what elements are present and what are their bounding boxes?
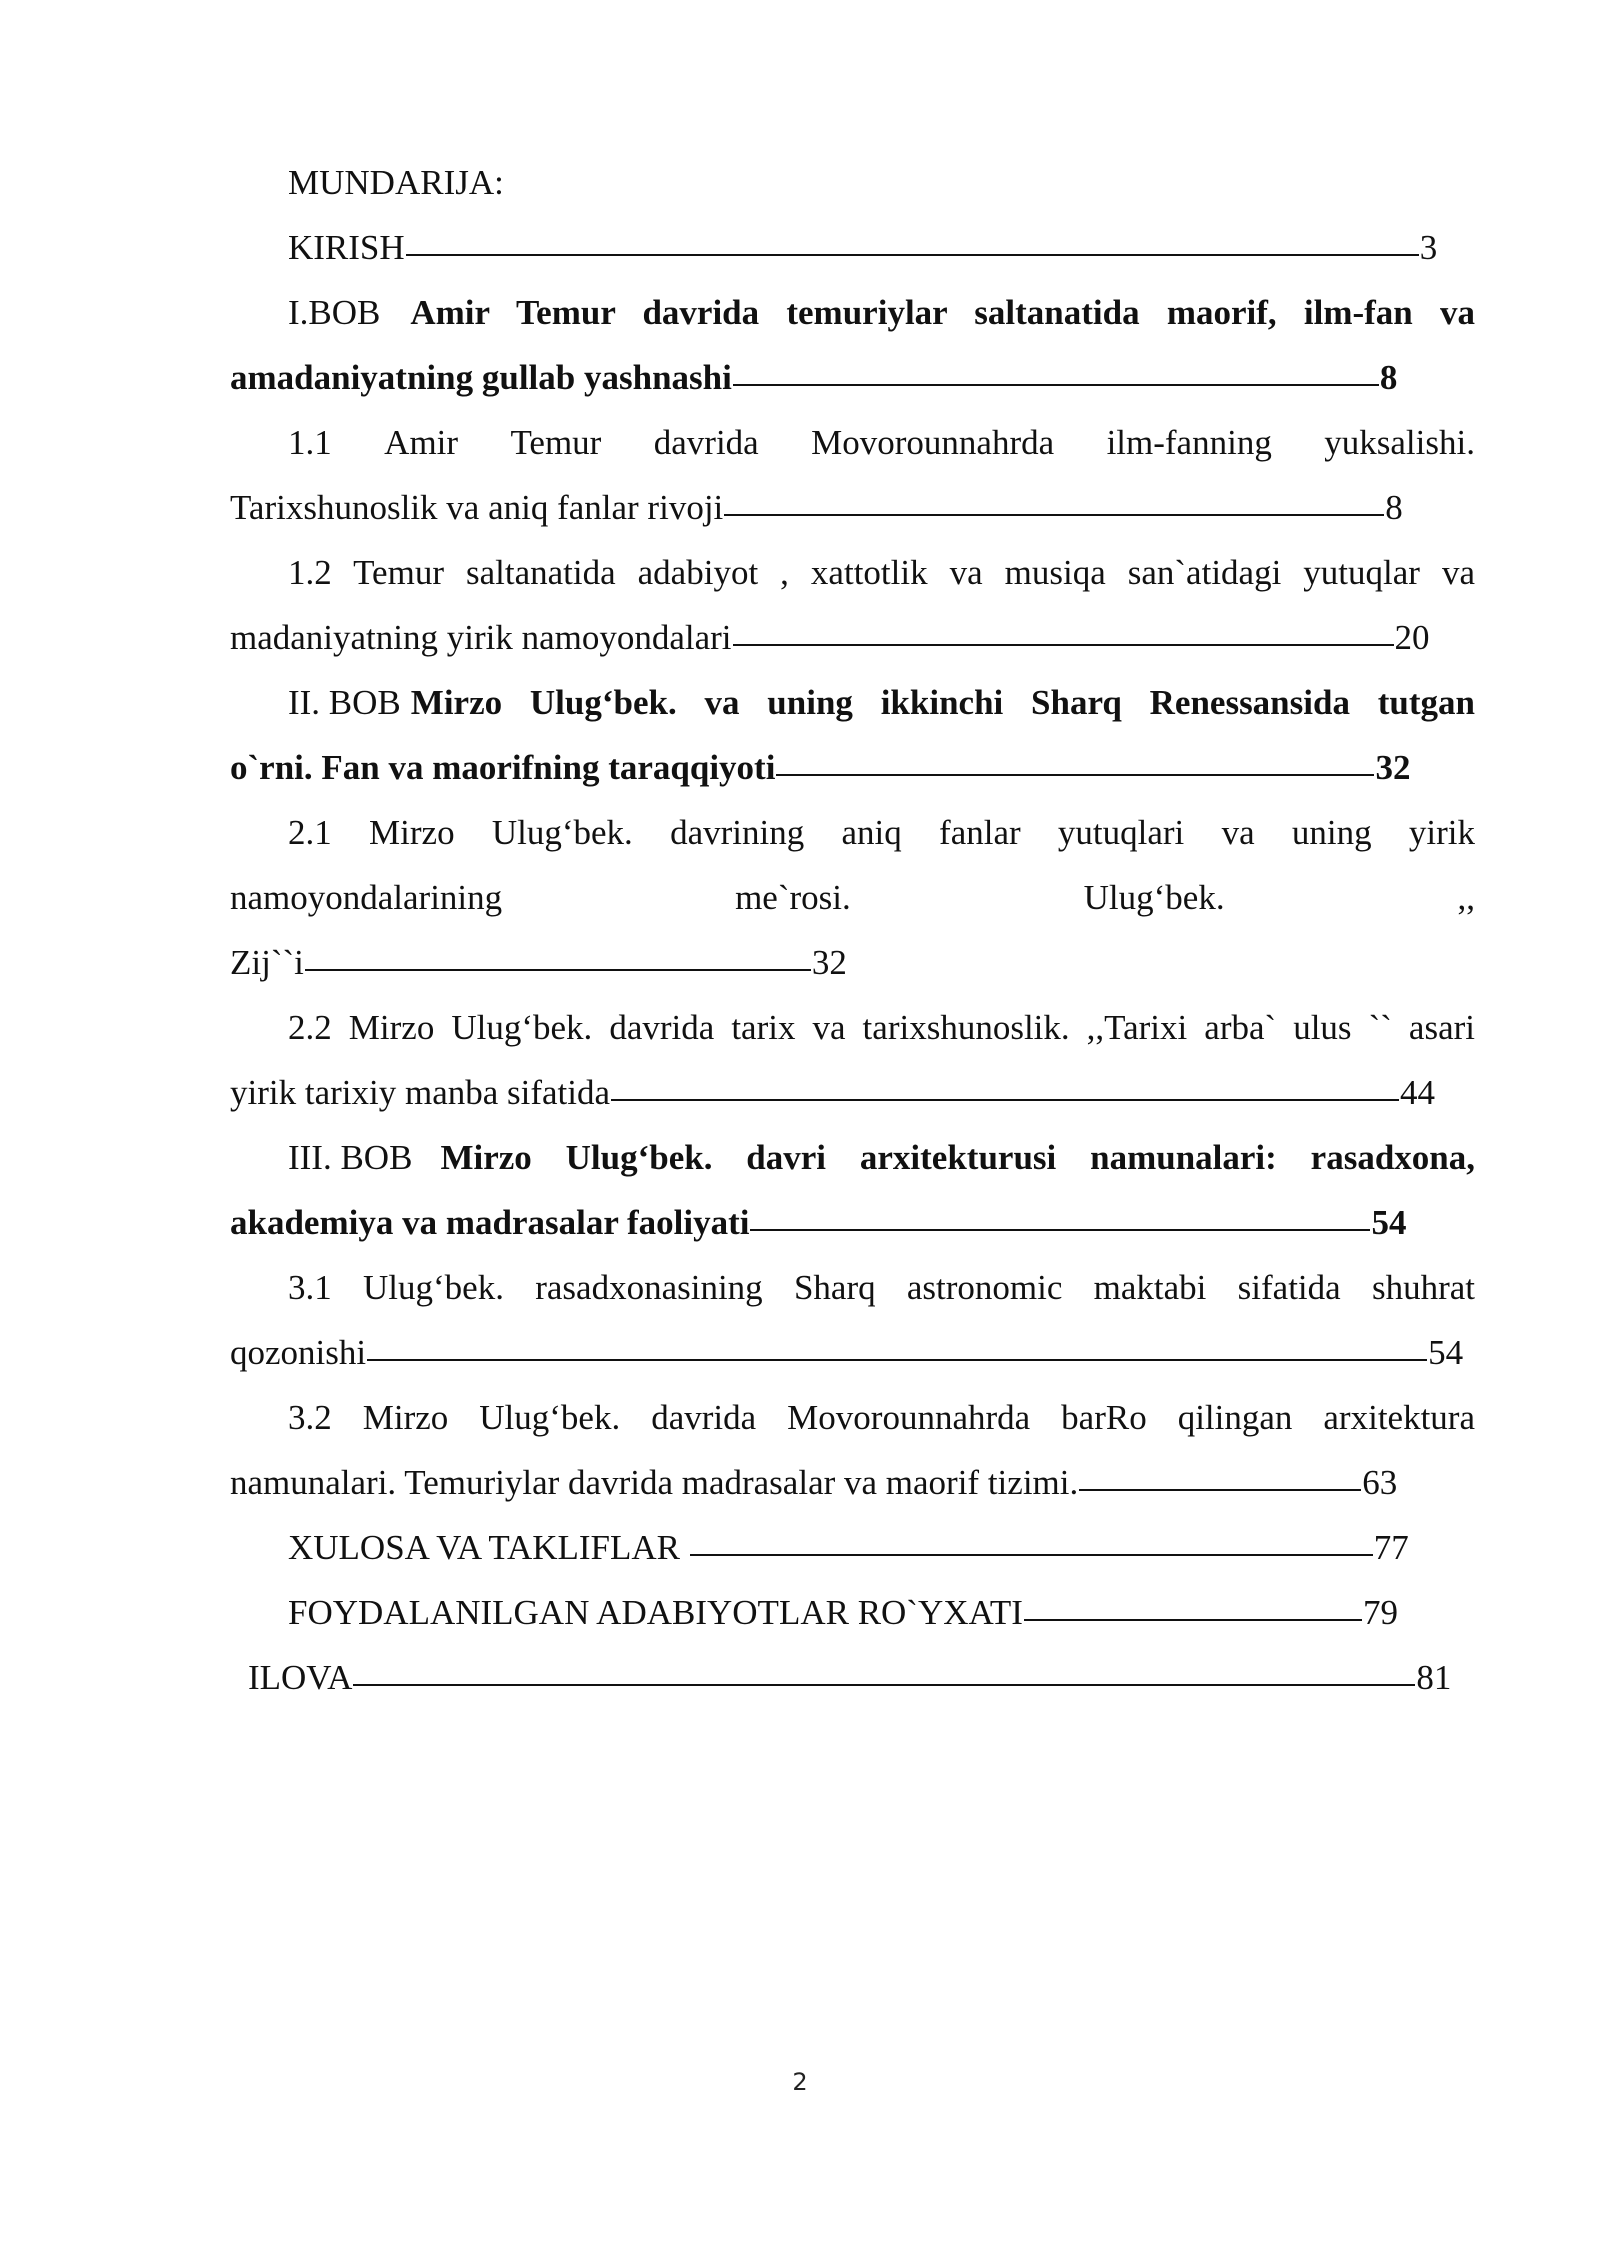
leader-line xyxy=(367,1358,1427,1361)
section-title: 2.2 Mirzo Ulug‘bek. davrida tarix va tarixshunoslik. ,,Tarixi arba` ulus `` asari xyxy=(288,1008,1475,1047)
section-title-cont: madaniyatning yirik namoyondalari xyxy=(230,618,732,657)
toc-entry-2-2-line1 xyxy=(230,995,1475,1060)
chapter-title-cont: amadaniyatning gullab yashnashi xyxy=(230,358,732,397)
leader-line xyxy=(1024,1618,1362,1621)
section-title: 3.1 Ulug‘bek. rasadxonasining Sharq astronomic maktabi sifatida shuhrat xyxy=(288,1268,1475,1307)
toc-entry-kirish xyxy=(230,215,1475,280)
word: Temur xyxy=(510,423,602,462)
toc-entry-xulosa xyxy=(230,1515,1475,1580)
leader-line xyxy=(776,773,1374,776)
leader-line xyxy=(406,253,1419,256)
word: Ulug‘bek. xyxy=(1083,878,1225,917)
chapter-title-cont: akademiya va madrasalar faoliyati xyxy=(230,1203,750,1242)
entry-page: 54 xyxy=(1428,1333,1464,1372)
toc-entry-bob2-line1 xyxy=(230,670,1475,735)
leader-line xyxy=(733,383,1379,386)
section-title-cont: namunalari. Temuriylar davrida madrasalar va maorif tizimi. xyxy=(230,1463,1079,1502)
leader-line xyxy=(733,643,1394,646)
word: namoyondalarining xyxy=(230,878,503,917)
entry-page: 81 xyxy=(1416,1658,1452,1697)
leader-line xyxy=(1079,1488,1361,1491)
chapter-title: Mirzo Ulug‘bek. va uning ikkinchi Sharq Renessansida tutgan xyxy=(410,683,1475,722)
entry-page: 3 xyxy=(1419,228,1438,267)
entry-page: 8 xyxy=(1379,358,1398,397)
section-title: 1.2 Temur saltanatida adabiyot , xattotlik va musiqa san`atidagi yutuqlar va xyxy=(288,553,1475,592)
table-of-contents xyxy=(230,150,1475,1710)
toc-entry-2-2-line2 xyxy=(230,1060,1475,1125)
toc-entry-bob3-line2 xyxy=(230,1190,1475,1255)
word: ilm-fanning xyxy=(1106,423,1272,462)
section-title: 2.1 Mirzo Ulug‘bek. davrining aniq fanlar yutuqlari va uning yirik xyxy=(288,813,1475,852)
section-title-cont: qozonishi xyxy=(230,1333,367,1372)
word: Amir xyxy=(384,423,459,462)
toc-entry-1-1-line1 xyxy=(230,410,1475,475)
toc-entry-2-1-line1 xyxy=(230,800,1475,865)
entry-page: 77 xyxy=(1373,1528,1409,1567)
word: yuksalishi. xyxy=(1324,423,1475,462)
section-title-cont: Tarixshunoslik va aniq fanlar rivoji xyxy=(230,488,724,527)
leader-line xyxy=(353,1683,1415,1686)
entry-page: 32 xyxy=(1375,748,1411,787)
leader-line xyxy=(690,1553,1373,1556)
toc-entry-1-1-line2 xyxy=(230,475,1475,540)
entry-title: XULOSA VA TAKLIFLAR xyxy=(288,1528,689,1567)
leader-line xyxy=(305,968,811,971)
word: Movorounnahrda xyxy=(811,423,1055,462)
toc-entry-3-2-line1 xyxy=(230,1385,1475,1450)
chapter-prefix: I.BOB xyxy=(288,293,381,332)
toc-entry-3-1-line1 xyxy=(230,1255,1475,1320)
page-number: 2 xyxy=(792,2068,808,2096)
entry-page: 20 xyxy=(1394,618,1430,657)
toc-entry-1-2-line1 xyxy=(230,540,1475,605)
entry-page: 32 xyxy=(811,943,847,982)
toc-entry-2-1-line2 xyxy=(230,865,1475,930)
chapter-title-cont: o`rni. Fan va maorifning taraqqiyoti xyxy=(230,748,776,787)
entry-page: 54 xyxy=(1371,1203,1407,1242)
entry-page: 44 xyxy=(1400,1073,1436,1112)
chapter-prefix: III. BOB xyxy=(288,1138,413,1177)
entry-page: 63 xyxy=(1362,1463,1398,1502)
chapter-prefix: II. BOB xyxy=(288,683,401,722)
leader-line xyxy=(724,513,1384,516)
toc-entry-bob1-line1 xyxy=(230,280,1475,345)
section-title-cont: yirik tarixiy manba sifatida xyxy=(230,1073,611,1112)
toc-entry-3-1-line2 xyxy=(230,1320,1475,1385)
toc-heading: MUNDARIJA: xyxy=(288,163,504,202)
chapter-title: Mirzo Ulug‘bek. davri arxitekturusi namunalari: rasadxona, xyxy=(440,1138,1475,1177)
toc-entry-ilova xyxy=(230,1645,1475,1710)
toc-entry-bob1-line2 xyxy=(230,345,1475,410)
word: me`rosi. xyxy=(735,878,851,917)
section-title: 3.2 Mirzo Ulug‘bek. davrida Movorounnahrda barRo qilingan arxitektura xyxy=(288,1398,1475,1437)
entry-page: 79 xyxy=(1362,1593,1398,1632)
entry-title: ILOVA xyxy=(248,1658,353,1697)
entry-page: 8 xyxy=(1385,488,1403,527)
toc-entry-foydalanilgan xyxy=(230,1580,1475,1645)
toc-entry-bob2-line2 xyxy=(230,735,1475,800)
leader-line xyxy=(611,1098,1399,1101)
toc-entry-3-2-line2 xyxy=(230,1450,1475,1515)
section-number: 1.1 xyxy=(288,423,332,462)
word: ,, xyxy=(1457,878,1475,917)
leader-line xyxy=(750,1228,1370,1231)
entry-title: KIRISH xyxy=(288,228,405,267)
chapter-title: Amir Temur davrida temuriylar saltanatida maorif, ilm-fan va xyxy=(410,293,1475,332)
toc-entry-2-1-line3 xyxy=(230,930,1475,995)
section-title-cont: Zij``i xyxy=(230,943,304,982)
toc-entry-bob3-line1 xyxy=(230,1125,1475,1190)
toc-entry-1-2-line2 xyxy=(230,605,1475,670)
word: davrida xyxy=(653,423,759,462)
entry-title: FOYDALANILGAN ADABIYOTLAR RO`YXATI xyxy=(288,1593,1023,1632)
